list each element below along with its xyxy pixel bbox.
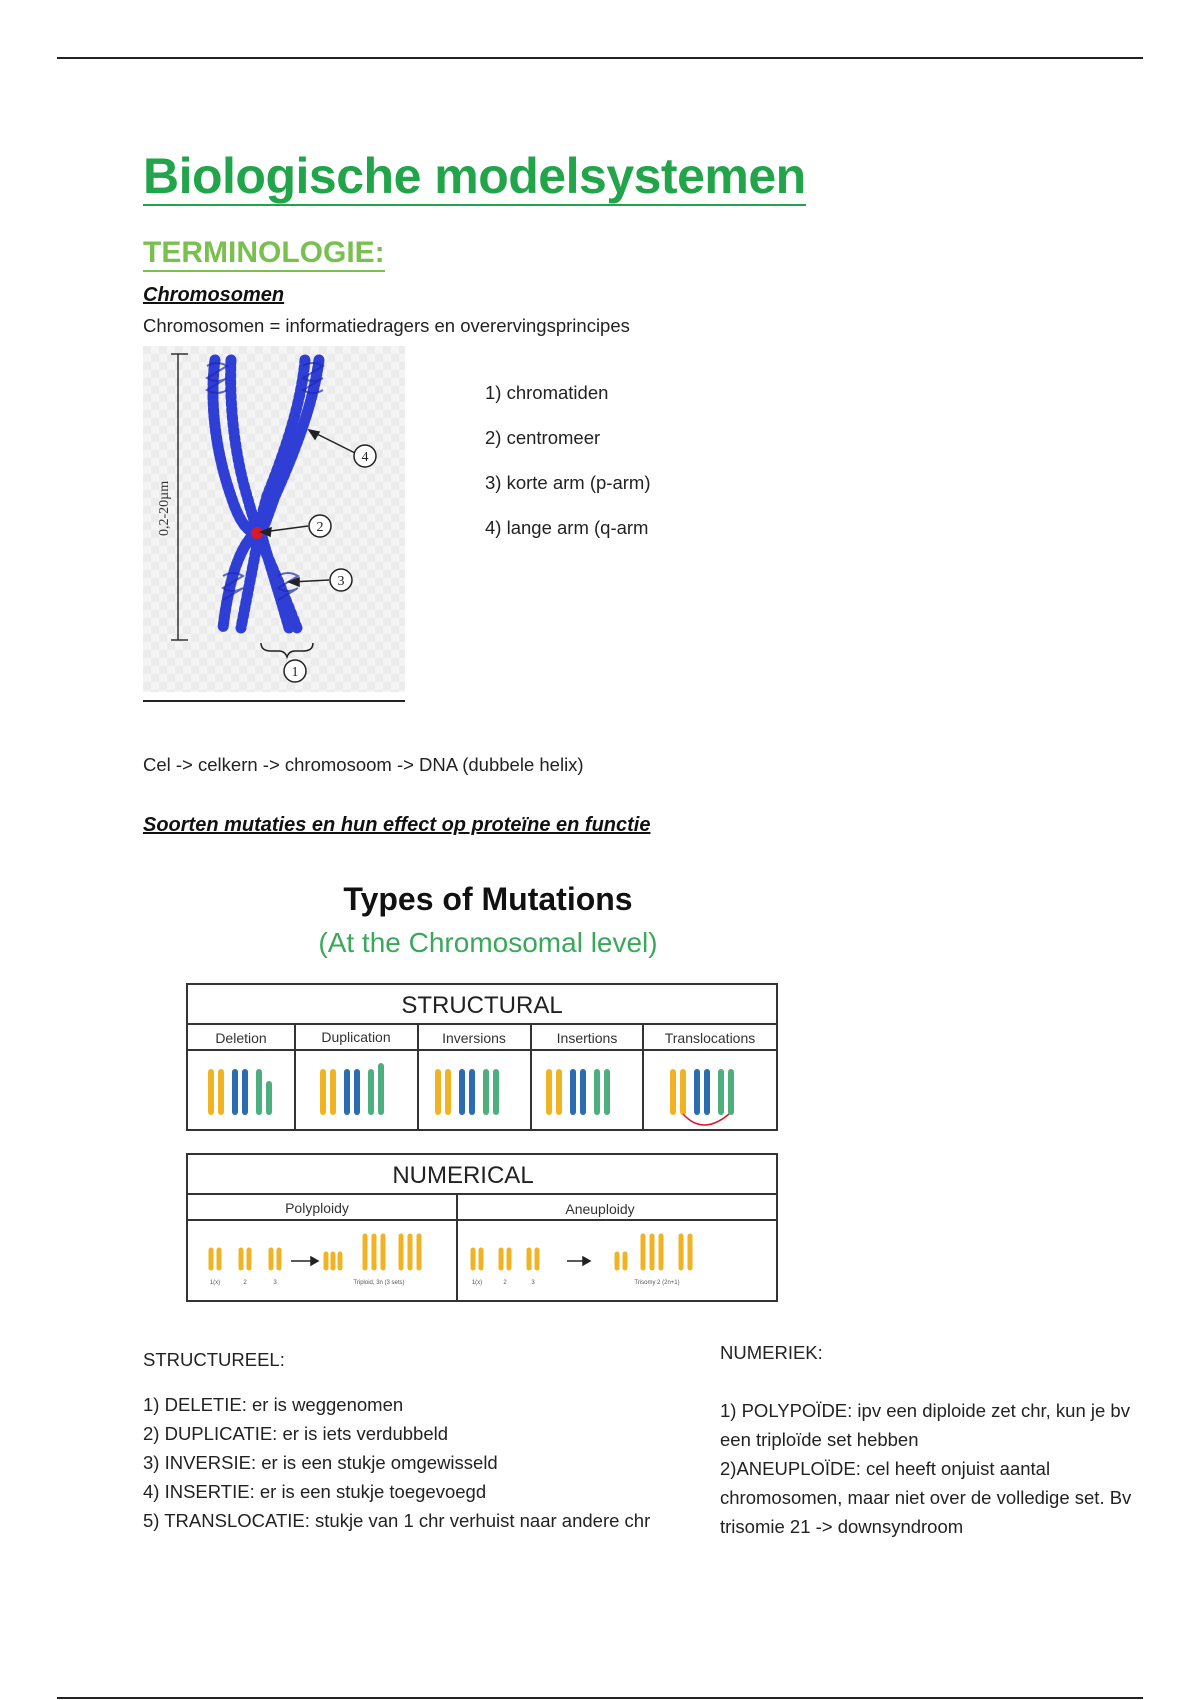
structural-type-deletion: Deletion [215,1030,267,1046]
page-title: Biologische modelsystemen [143,148,806,204]
cell-hierarchy: Cel -> celkern -> chromosoom -> DNA (dubbele helix) [143,754,584,775]
top-rule [57,57,1143,59]
structural-type-insertions: Insertions [556,1030,618,1046]
chromosome-legend [485,370,651,550]
structural-item: 5) TRANSLOCATIE: stukje van 1 chr verhuist naar andere chr [143,1510,651,1531]
count-label: 3 [531,1280,535,1286]
structural-item: 2) DUPLICATIE: er is iets verdubbeld [143,1423,449,1444]
legend-item: 2) centromeer [485,427,601,448]
mutations-heading: Soorten mutaties en hun effect op proteïne en functie [143,814,651,836]
centromere [251,527,263,539]
numerical-item: 1) POLYPOÏDE: ipv een diploide zet chr, kun je bv een triploïde set hebben [720,1400,1130,1450]
marker-3: 3 [337,574,345,589]
triploid-label: Triploid, 3n (3 sets) [353,1280,405,1286]
structural-item: 4) INSERTIE: er is een stukje toegevoegd [143,1481,487,1502]
chromosomes-definition: Chromosomen = informatiedragers en overervingsprincipes [143,315,630,336]
numerical-item: 2)ANEUPLOÏDE: cel heeft onjuist aantal chromosomen, maar niet over de volledige set. Bv trisomie 21 -> downsyndroom [720,1458,1132,1537]
figure-subtitle: (At the Chromosomal level) [318,927,658,958]
legend-item: 3) korte arm (p-arm) [485,472,651,493]
structural-label: STRUCTURAL [401,992,563,1019]
numerical-label: NUMERICAL [392,1162,534,1189]
structural-item: 1) DELETIE: er is weggenomen [143,1394,404,1415]
numerical-heading: NUMERIEK: [720,1342,823,1363]
count-label: 2 [503,1280,507,1286]
marker-2: 2 [316,520,324,535]
numerical-type-aneuploidy: Aneuploidy [565,1201,635,1217]
structural-type-inversions: Inversions [442,1030,506,1046]
figure-underline [143,700,405,702]
legend-item: 1) chromatiden [485,382,609,403]
section-heading-terminology: TERMINOLOGIE: [143,236,385,272]
chromosomes-heading: Chromosomen [143,284,285,306]
structural-item: 3) INVERSIE: er is een stukje omgewisseld [143,1452,498,1473]
structural-heading: STRUCTUREEL: [143,1349,285,1370]
chromosome-diagram [143,346,405,692]
marker-4: 4 [361,450,369,465]
mutation-types-diagram [143,850,783,1305]
count-label: 1(x) [471,1280,483,1286]
count-label: 1(x) [209,1280,221,1286]
numerical-type-polyploidy: Polyploidy [285,1200,349,1216]
count-label: 2 [243,1280,247,1286]
structural-explanation [143,1345,650,1535]
structural-type-duplication: Duplication [321,1029,391,1045]
numerical-explanation [720,1338,1140,1541]
count-label: 3 [273,1280,277,1286]
structural-type-translocations: Translocations [664,1030,756,1046]
scale-label: 0,2-20µm [157,480,172,536]
legend-item: 4) lange arm (q-arm [485,517,649,538]
bottom-rule [57,1697,1143,1699]
trisomy-label: Trisomy 2 (2n+1) [634,1280,680,1286]
marker-1: 1 [291,665,299,680]
figure-title: Types of Mutations [343,881,633,917]
